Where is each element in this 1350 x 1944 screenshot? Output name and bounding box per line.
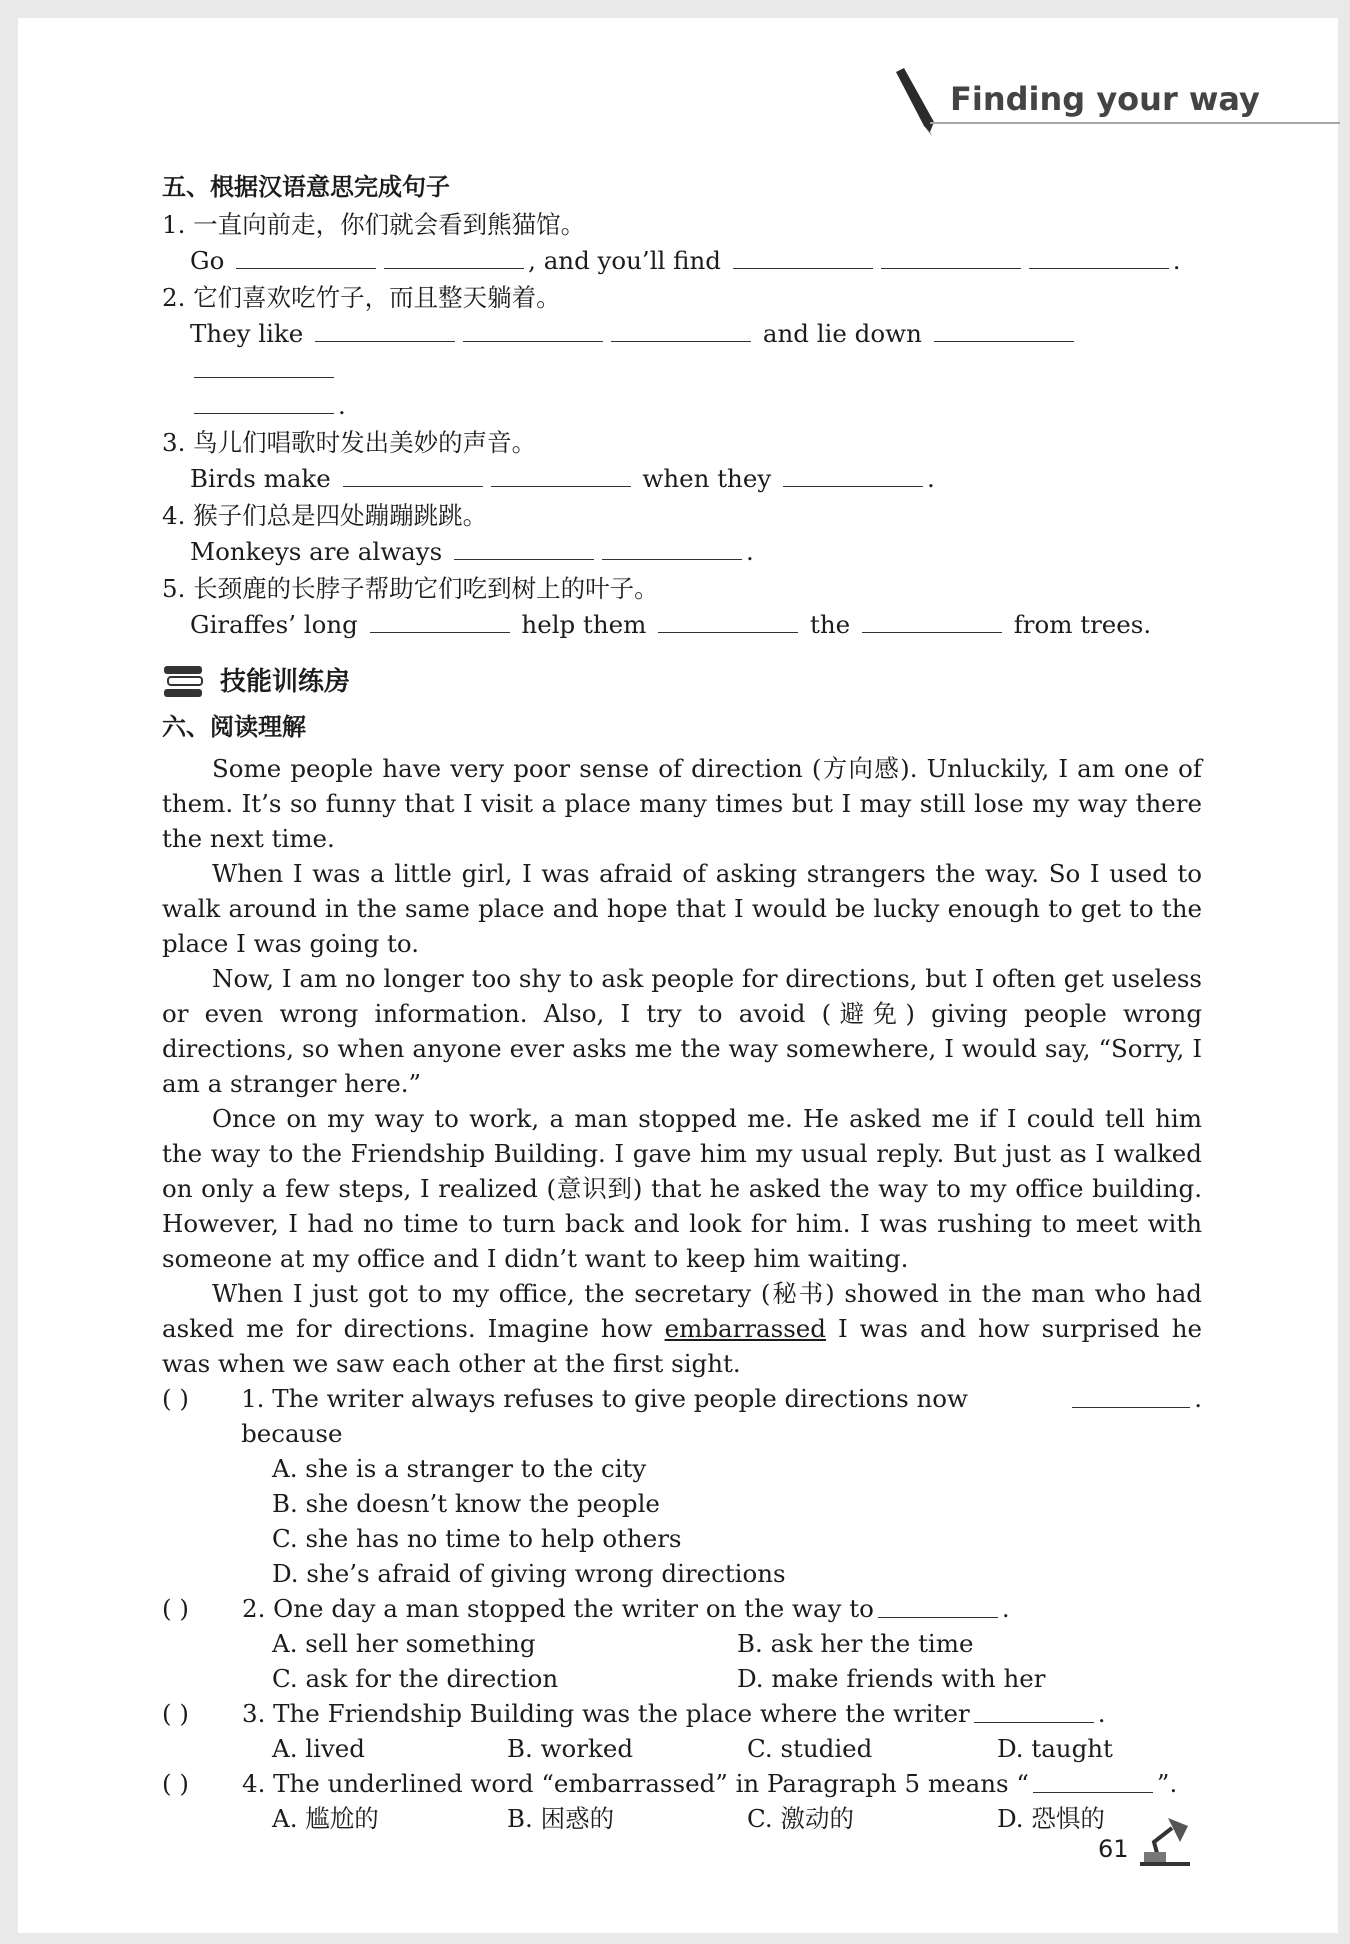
option[interactable]: B. ask her the time	[737, 1629, 974, 1658]
option[interactable]: D. taught	[997, 1734, 1113, 1763]
skills-title: 技能训练房	[220, 666, 351, 697]
option[interactable]: D. she’s afraid of giving wrong directions	[272, 1559, 786, 1588]
option[interactable]: B. worked	[507, 1734, 634, 1763]
s5-q4-english	[162, 533, 1202, 569]
skills-section-header	[162, 664, 1202, 700]
answer-blank	[878, 1591, 998, 1618]
section6-heading: 六、阅读理解	[162, 713, 306, 741]
option[interactable]: B. she doesn’t know the people	[272, 1489, 660, 1518]
answer-parentheses[interactable]: ( )	[162, 1769, 189, 1798]
text: I was and how surprised he was when we saw each other at the first sight.	[162, 1314, 1202, 1378]
text: ”.	[1156, 1769, 1178, 1798]
text: Giraffes’ long	[190, 610, 358, 639]
s5-q3-english	[162, 460, 1202, 496]
header-rule	[930, 122, 1340, 124]
option[interactable]: A. lived	[272, 1734, 365, 1763]
s5-q3-chinese: 3. 鸟儿们唱歌时发出美妙的声音。	[162, 428, 537, 457]
answer-blank	[974, 1696, 1094, 1723]
desk-lamp-icon	[1130, 1808, 1200, 1868]
answer-blank[interactable]	[463, 315, 603, 342]
answer-blank[interactable]	[454, 533, 594, 560]
answer-blank[interactable]	[658, 606, 798, 633]
text: Go	[190, 246, 225, 275]
answer-blank[interactable]	[384, 242, 524, 269]
answer-blank	[1033, 1766, 1153, 1793]
answer-blank[interactable]	[862, 606, 1002, 633]
s5-q2-english	[162, 315, 1202, 423]
main-content	[162, 170, 1202, 1836]
answer-blank[interactable]	[236, 242, 376, 269]
option[interactable]: A. 尴尬的	[272, 1804, 379, 1833]
mcq-3: ( ) 3. The Friendship Building was the place where the writer . A. lived B. worked C. studied D. taught	[162, 1696, 1202, 1766]
option[interactable]: A. she is a stranger to the city	[272, 1454, 647, 1483]
passage-paragraph: When I was a little girl, I was afraid of asking strangers the way. So I used to walk around in the same place and hope that I would be lucky enough to get to the place I was going to.	[162, 859, 1202, 958]
answer-blank[interactable]	[315, 315, 455, 342]
answer-blank[interactable]	[343, 460, 483, 487]
answer-blank[interactable]	[194, 351, 334, 378]
page-header	[890, 66, 1340, 126]
question-stem: 1. The writer always refuses to give people directions now because	[241, 1384, 969, 1448]
mcq-2: ( ) 2. One day a man stopped the writer on the way to . A. sell her something B. ask her the time C. ask for the direction D. make friends with her	[162, 1591, 1202, 1696]
passage-paragraph	[162, 1276, 1202, 1381]
s5-q5-english	[162, 606, 1202, 642]
option[interactable]: D. make friends with her	[737, 1664, 1046, 1693]
text: help them	[521, 610, 647, 639]
section5-heading: 五、根据汉语意思完成句子	[162, 173, 450, 201]
text: When I just got to my office, the secretary (秘书) showed in the man who had asked me for directions. Imagine how	[162, 1279, 1202, 1343]
text: .	[1172, 246, 1181, 275]
text: Birds make	[190, 464, 331, 493]
passage-paragraph: Once on my way to work, a man stopped me. He asked me if I could tell him the way to the Friendship Building. I gave him my usual reply. But just as I walked on only a few steps, I realized (意识到) that he asked the way to my office building. However, I had no time to turn back and look for him. I was rushing to meet with someone at my office and I didn’t want to keep him waiting.	[162, 1104, 1202, 1273]
reading-passage	[162, 751, 1202, 1381]
text: They like	[190, 319, 304, 348]
answer-blank[interactable]	[783, 460, 923, 487]
text: when they	[642, 464, 772, 493]
option[interactable]: C. ask for the direction	[272, 1664, 559, 1693]
s5-q4-chinese: 4. 猴子们总是四处蹦蹦跳跳。	[162, 501, 488, 530]
option[interactable]: C. she has no time to help others	[272, 1524, 682, 1553]
answer-blank[interactable]	[1029, 242, 1169, 269]
text: and lie down	[762, 319, 922, 348]
answer-blank[interactable]	[370, 606, 510, 633]
answer-blank[interactable]	[602, 533, 742, 560]
mcq-4	[162, 1766, 1202, 1836]
mcq-1: ( ) 1. The writer always refuses to give people directions now because . A. she is a stranger to the city B. she doesn’t know the people C. she has no time to help others D. she’s afraid of giving wrong directions	[162, 1381, 1202, 1591]
passage-paragraph: Now, I am no longer too shy to ask people for directions, but I often get useless or even wrong information. Also, I try to avoid (避免) giving people wrong directions, so when anyone ever asks me the way somewhere, I would say, “Sorry, I am a stranger here.”	[162, 964, 1202, 1098]
text: .	[926, 464, 935, 493]
pen-icon	[890, 66, 940, 136]
s5-q1-english	[162, 242, 1202, 278]
header-title: Finding your way	[950, 80, 1260, 118]
answer-blank[interactable]	[733, 242, 873, 269]
answer-blank[interactable]	[934, 315, 1074, 342]
page-number: 61	[1098, 1835, 1129, 1863]
text: from trees.	[1013, 610, 1152, 639]
question-stem: 3. The Friendship Building was the place where the writer	[242, 1699, 970, 1728]
option[interactable]: A. sell her something	[272, 1629, 536, 1658]
answer-blank[interactable]	[194, 387, 334, 414]
text: the	[809, 610, 851, 639]
question-stem: 2. One day a man stopped the writer on the way to	[242, 1594, 874, 1623]
passage-paragraph: Some people have very poor sense of direction (方向感). Unluckily, I am one of them. It’s so funny that I visit a place many times but I may still lose my way there the next time.	[162, 754, 1202, 853]
text: Monkeys are always	[190, 537, 443, 566]
option[interactable]: C. studied	[747, 1734, 873, 1763]
option[interactable]: D. 恐惧的	[997, 1804, 1105, 1833]
answer-parentheses[interactable]: ( )	[162, 1699, 189, 1728]
books-icon	[162, 664, 204, 700]
underlined-word: embarrassed	[664, 1314, 826, 1343]
answer-parentheses[interactable]: ( )	[162, 1384, 189, 1413]
option[interactable]: C. 激动的	[747, 1804, 854, 1833]
option[interactable]: B. 困惑的	[507, 1804, 615, 1833]
text: .	[338, 391, 346, 420]
answer-parentheses[interactable]: ( )	[162, 1594, 189, 1623]
answer-blank[interactable]	[611, 315, 751, 342]
answer-blank[interactable]	[881, 242, 1021, 269]
s5-q1-chinese: 1. 一直向前走，你们就会看到熊猫馆。	[162, 210, 586, 239]
s5-q2-chinese: 2. 它们喜欢吃竹子，而且整天躺着。	[162, 283, 561, 312]
answer-blank[interactable]	[491, 460, 631, 487]
text: , and you’ll find	[528, 246, 721, 275]
text: .	[746, 537, 754, 566]
answer-blank	[1072, 1381, 1191, 1408]
question-stem: 4. The underlined word “embarrassed” in Paragraph 5 means “	[242, 1769, 1029, 1798]
s5-q5-chinese: 5. 长颈鹿的长脖子帮助它们吃到树上的叶子。	[162, 574, 659, 603]
